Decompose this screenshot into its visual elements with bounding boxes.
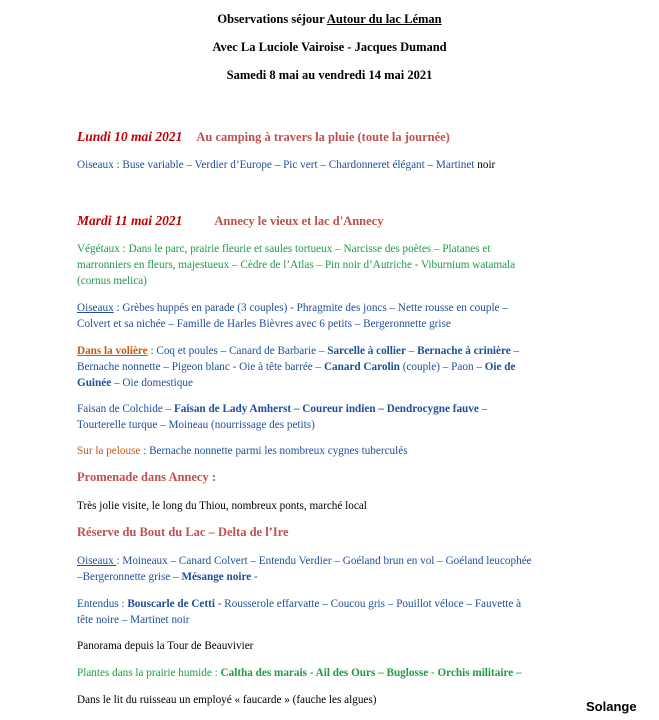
- plantes-label: Plantes dans la prairie humide :: [77, 667, 221, 679]
- reserve-oiseaux-paragraph: [77, 553, 577, 585]
- pelouse-paragraph: [77, 443, 577, 459]
- faisan-text: –: [478, 403, 488, 415]
- faisan-line: Tourterelle turque – Moineau (nourrissage des petits): [77, 419, 315, 431]
- voliere-text: (couple) – Paon –: [399, 361, 485, 373]
- day1-date: Lundi 10 mai 2021: [77, 129, 183, 144]
- vegetaux-line: (cornus melica): [77, 275, 147, 287]
- voliere-bold: Sarcelle à collier: [327, 345, 406, 357]
- voliere-label: Dans la volière: [77, 345, 148, 357]
- entendus-bold: Bouscarle de Cetti: [127, 598, 215, 610]
- entendus-text: - Rousserole effarvatte – Coucou gris – Pouillot véloce – Fauvette à: [214, 598, 522, 610]
- voliere-text: –: [510, 345, 520, 357]
- oiseaux-list: Buse variable – Verdier d’Europe – Pic vert – Chardonneret élégant – Martinet: [119, 159, 478, 171]
- panorama-text: Panorama depuis la Tour de Beauvivier: [77, 640, 254, 652]
- day1-title: Au camping à travers la pluie (toute la journée): [196, 130, 450, 144]
- day2-heading: [77, 212, 383, 230]
- entendus-label: Entendus :: [77, 598, 128, 610]
- signature: Solange: [586, 699, 637, 714]
- voliere-text: – Oie domestique: [111, 377, 193, 389]
- voliere-bold: Bernache à crinière: [417, 345, 511, 357]
- day1-heading: [77, 128, 450, 146]
- oiseaux-line: Colvert et sa nichée – Famille de Harles Bièvres avec 6 petits – Bergeronnette grise: [77, 318, 451, 330]
- promenade-title: Promenade dans Annecy :: [77, 470, 217, 484]
- oiseaux-paragraph: [77, 300, 577, 332]
- faisan-bold: Faisan de Lady Amherst – Coureur indien – Dendrocygne fauve: [173, 403, 479, 415]
- oiseaux-line: : Grèbes huppés en parade (3 couples) - Phragmite des joncs – Nette rousse en couple –: [113, 302, 508, 314]
- voliere-bold: Guinée: [77, 377, 112, 389]
- promenade-text: Très jolie visite, le long du Thiou, nombreux ponts, marché local: [77, 500, 367, 512]
- pelouse-label: Sur la pelouse: [77, 445, 141, 457]
- voliere-paragraph: [77, 343, 577, 391]
- voliere-text: : Coq et poules – Canard de Barbarie –: [147, 345, 328, 357]
- faisan-paragraph: [77, 401, 577, 433]
- plantes-bold: Caltha des marais - Ail des Ours – Buglosse - Orchis militaire –: [220, 667, 522, 679]
- faisan-text: Faisan de Colchide –: [77, 403, 174, 415]
- ruisseau-text: Dans le lit du ruisseau un employé « faucarde » (fauche les algues): [77, 694, 377, 706]
- day2-date: Mardi 11 mai 2021: [77, 213, 183, 228]
- header-line-1: [0, 12, 659, 27]
- oiseaux-end: noir: [477, 159, 496, 171]
- voliere-text: Bernache nonnette – Pigeon blanc - Oie à tête barrée –: [77, 361, 324, 373]
- oiseaux-label: Oiseaux: [77, 302, 114, 314]
- reserve-oiseaux-label: Oiseaux: [77, 555, 117, 567]
- day2-title: Annecy le vieux et lac d'Annecy: [214, 214, 384, 228]
- plantes-paragraph: [77, 665, 577, 681]
- pelouse-text: : Bernache nonnette parmi les nombreux cygnes tuberculés: [140, 445, 408, 457]
- reserve-text: –Bergeronnette grise –: [77, 571, 182, 583]
- vegetaux-line: Végétaux : Dans le parc, prairie fleurie et saules tortueux – Narcisse des poètes – Platanes et: [77, 243, 491, 255]
- oiseaux-label: Oiseaux :: [77, 159, 120, 171]
- reserve-text: -: [251, 571, 258, 583]
- vegetaux-paragraph: [77, 241, 577, 289]
- header-prefix: Observations séjour: [217, 12, 327, 26]
- voliere-bold: Oie de: [484, 361, 516, 373]
- day1-oiseaux: [77, 157, 577, 173]
- trip-title-link[interactable]: Autour du lac Léman: [326, 12, 442, 26]
- entendus-paragraph: [77, 596, 577, 628]
- voliere-text: –: [405, 345, 418, 357]
- reserve-title: Réserve du Bout du Lac – Delta de l’Ire: [77, 525, 289, 539]
- reserve-line: : Moineaux – Canard Colvert – Entendu Verdier – Goéland brun en vol – Goéland leucophée: [116, 555, 532, 567]
- entendus-line: tête noire – Martinet noir: [77, 614, 190, 626]
- vegetaux-line: marronniers en fleurs, majestueux – Cèdre de l’Atlas – Pin noir d’Autriche - Viburnium watamala: [77, 259, 516, 271]
- header-line-3: Samedi 8 mai au vendredi 14 mai 2021: [226, 68, 433, 82]
- voliere-bold: Canard Carolin: [323, 361, 400, 373]
- reserve-bold: Mésange noire: [181, 571, 252, 583]
- header-line-2: Avec La Luciole Vairoise - Jacques Dumand: [212, 40, 447, 54]
